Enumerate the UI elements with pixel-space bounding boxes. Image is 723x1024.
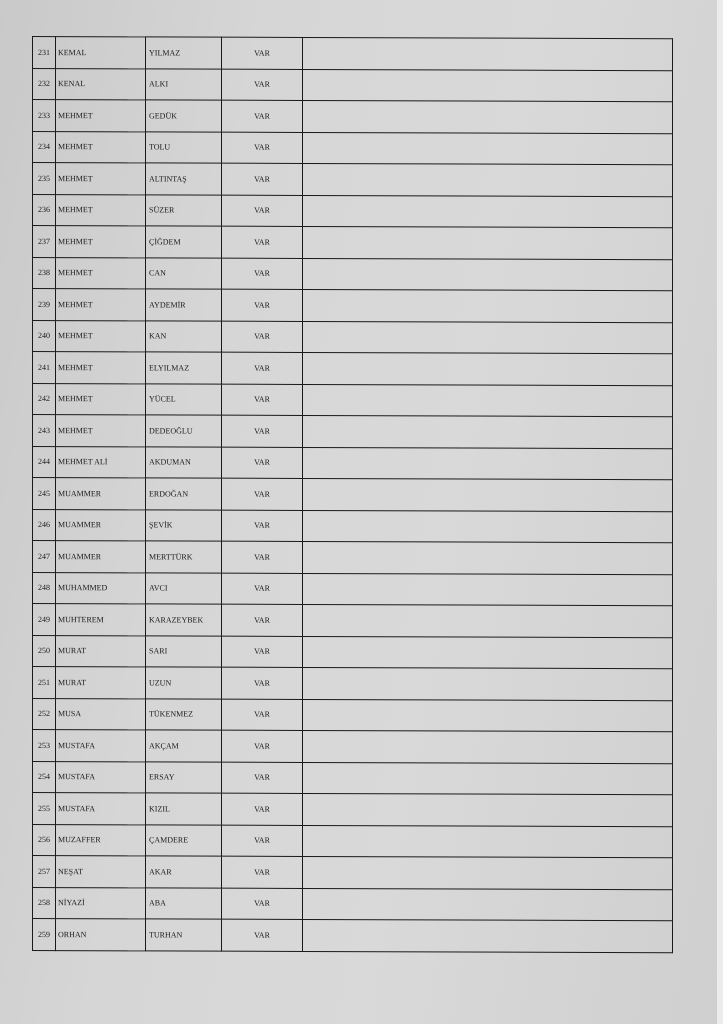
last-name-cell: AVCI: [146, 572, 222, 604]
status-cell: VAR: [222, 321, 303, 353]
notes-cell: [303, 856, 673, 889]
last-name-cell: DEDEOĞLU: [146, 415, 222, 447]
notes-cell: [303, 447, 673, 480]
row-number-cell: 240: [33, 320, 56, 352]
first-name-cell: MEHMET: [56, 100, 146, 132]
notes-cell: [303, 226, 673, 259]
table-row: [33, 761, 673, 795]
table-row: [33, 383, 673, 417]
row-number-cell: 237: [33, 226, 56, 258]
first-name-cell: MUSTAFA: [56, 761, 146, 793]
roster-table-body: [33, 37, 673, 953]
last-name-cell: KAN: [146, 320, 222, 352]
table-row: [33, 478, 673, 512]
table-row: [33, 730, 673, 764]
row-number-cell: 238: [33, 257, 56, 289]
first-name-cell: MUHAMMED: [56, 572, 146, 604]
notes-cell: [303, 69, 673, 102]
page-edge: [717, 0, 723, 1024]
last-name-cell: AKAR: [146, 856, 222, 888]
table-row: [33, 100, 673, 134]
last-name-cell: ERDOĞAN: [146, 478, 222, 510]
row-number-cell: 241: [33, 352, 56, 384]
row-number-cell: 235: [33, 163, 56, 195]
last-name-cell: MERTTÜRK: [146, 541, 222, 573]
row-number-cell: 248: [33, 572, 56, 604]
status-cell: VAR: [222, 856, 303, 888]
status-cell: VAR: [222, 793, 303, 825]
last-name-cell: AYDEMİR: [146, 289, 222, 321]
row-number-cell: 257: [33, 856, 56, 888]
status-cell: VAR: [222, 384, 303, 416]
last-name-cell: AKÇAM: [146, 730, 222, 762]
first-name-cell: MUAMMER: [56, 509, 146, 541]
first-name-cell: ORHAN: [56, 919, 146, 951]
notes-cell: [303, 510, 673, 543]
first-name-cell: MEHMET: [56, 194, 146, 226]
last-name-cell: KIZIL: [146, 793, 222, 825]
first-name-cell: MEHMET: [56, 257, 146, 289]
first-name-cell: MEHMET: [56, 289, 146, 321]
table-row: [33, 887, 673, 921]
notes-cell: [303, 415, 673, 448]
first-name-cell: NEŞAT: [56, 856, 146, 888]
first-name-cell: MUSTAFA: [56, 730, 146, 762]
last-name-cell: TÜKENMEZ: [146, 698, 222, 730]
table-row: [33, 131, 673, 165]
last-name-cell: ERSAY: [146, 761, 222, 793]
status-cell: VAR: [222, 447, 303, 479]
notes-cell: [303, 132, 673, 165]
row-number-cell: 231: [33, 37, 56, 69]
first-name-cell: MEHMET: [56, 383, 146, 415]
row-number-cell: 232: [33, 68, 56, 100]
status-cell: VAR: [222, 478, 303, 510]
status-cell: VAR: [222, 667, 303, 699]
status-cell: VAR: [222, 573, 303, 605]
row-number-cell: 259: [33, 919, 56, 951]
row-number-cell: 253: [33, 730, 56, 762]
notes-cell: [303, 919, 673, 952]
last-name-cell: ABA: [146, 887, 222, 919]
row-number-cell: 234: [33, 131, 56, 163]
table-row: [33, 604, 673, 638]
notes-cell: [303, 352, 673, 385]
first-name-cell: MUHTEREM: [56, 604, 146, 636]
last-name-cell: TURHAN: [146, 919, 222, 951]
first-name-cell: MEHMET: [56, 163, 146, 195]
table-row: [33, 793, 673, 827]
notes-cell: [303, 258, 673, 291]
notes-cell: [303, 825, 673, 858]
table-row: [33, 635, 673, 669]
first-name-cell: NİYAZİ: [56, 887, 146, 919]
status-cell: VAR: [222, 226, 303, 258]
last-name-cell: KARAZEYBEK: [146, 604, 222, 636]
table-row: [33, 824, 673, 858]
status-cell: VAR: [222, 510, 303, 542]
last-name-cell: ÇİĞDEM: [146, 226, 222, 258]
row-number-cell: 252: [33, 698, 56, 730]
first-name-cell: MUSTAFA: [56, 793, 146, 825]
first-name-cell: KEMAL: [56, 37, 146, 69]
row-number-cell: 233: [33, 100, 56, 132]
notes-cell: [303, 667, 673, 700]
table-row: [33, 194, 673, 228]
notes-cell: [303, 604, 673, 637]
first-name-cell: MEHMET: [56, 131, 146, 163]
notes-cell: [303, 888, 673, 921]
table-row: [33, 856, 673, 890]
row-number-cell: 254: [33, 761, 56, 793]
table-row: [33, 509, 673, 543]
notes-cell: [303, 321, 673, 354]
first-name-cell: MEHMET: [56, 415, 146, 447]
table-row: [33, 68, 673, 102]
status-cell: VAR: [222, 636, 303, 668]
notes-cell: [303, 793, 673, 826]
last-name-cell: CAN: [146, 257, 222, 289]
notes-cell: [303, 195, 673, 228]
first-name-cell: MEHMET: [56, 352, 146, 384]
row-number-cell: 244: [33, 446, 56, 478]
last-name-cell: UZUN: [146, 667, 222, 699]
notes-cell: [303, 699, 673, 732]
status-cell: VAR: [222, 825, 303, 857]
status-cell: VAR: [222, 730, 303, 762]
row-number-cell: 258: [33, 887, 56, 919]
first-name-cell: MEHMET: [56, 320, 146, 352]
first-name-cell: MURAT: [56, 635, 146, 667]
first-name-cell: MUAMMER: [56, 541, 146, 573]
notes-cell: [303, 730, 673, 763]
notes-cell: [303, 163, 673, 196]
row-number-cell: 242: [33, 383, 56, 415]
notes-cell: [303, 478, 673, 511]
status-cell: VAR: [222, 163, 303, 195]
row-number-cell: 239: [33, 289, 56, 321]
status-cell: VAR: [222, 195, 303, 227]
row-number-cell: 236: [33, 194, 56, 226]
last-name-cell: ÇAMDERE: [146, 824, 222, 856]
last-name-cell: YÜCEL: [146, 383, 222, 415]
notes-cell: [303, 541, 673, 574]
notes-cell: [303, 100, 673, 133]
table-row: [33, 37, 673, 71]
last-name-cell: YILMAZ: [146, 37, 222, 69]
last-name-cell: SARI: [146, 635, 222, 667]
table-row: [33, 226, 673, 260]
last-name-cell: ALKI: [146, 68, 222, 100]
notes-cell: [303, 37, 673, 70]
first-name-cell: MEHMET ALİ: [56, 446, 146, 478]
status-cell: VAR: [222, 258, 303, 290]
status-cell: VAR: [222, 699, 303, 731]
row-number-cell: 247: [33, 541, 56, 573]
table-row: [33, 320, 673, 354]
table-row: [33, 289, 673, 323]
table-row: [33, 667, 673, 701]
first-name-cell: MEHMET: [56, 226, 146, 258]
row-number-cell: 245: [33, 478, 56, 510]
status-cell: VAR: [222, 604, 303, 636]
row-number-cell: 243: [33, 415, 56, 447]
notes-cell: [303, 762, 673, 795]
notes-cell: [303, 289, 673, 322]
first-name-cell: MUSA: [56, 698, 146, 730]
status-cell: VAR: [222, 888, 303, 920]
roster-table: [32, 36, 673, 953]
last-name-cell: AKDUMAN: [146, 446, 222, 478]
table-row: [33, 698, 673, 732]
table-row: [33, 163, 673, 197]
status-cell: VAR: [222, 289, 303, 321]
table-row: [33, 415, 673, 449]
status-cell: VAR: [222, 762, 303, 794]
last-name-cell: ALTINTAŞ: [146, 163, 222, 195]
notes-cell: [303, 384, 673, 417]
status-cell: VAR: [222, 919, 303, 951]
first-name-cell: MUZAFFER: [56, 824, 146, 856]
row-number-cell: 249: [33, 604, 56, 636]
last-name-cell: TOLU: [146, 131, 222, 163]
table-row: [33, 352, 673, 386]
first-name-cell: KENAL: [56, 68, 146, 100]
table-row: [33, 446, 673, 480]
row-number-cell: 256: [33, 824, 56, 856]
table-row: [33, 541, 673, 575]
row-number-cell: 246: [33, 509, 56, 541]
row-number-cell: 251: [33, 667, 56, 699]
first-name-cell: MUAMMER: [56, 478, 146, 510]
status-cell: VAR: [222, 69, 303, 101]
status-cell: VAR: [222, 415, 303, 447]
notes-cell: [303, 636, 673, 669]
last-name-cell: GEDÜK: [146, 100, 222, 132]
status-cell: VAR: [222, 352, 303, 384]
table-row: [33, 572, 673, 606]
row-number-cell: 250: [33, 635, 56, 667]
last-name-cell: SÜZER: [146, 194, 222, 226]
row-number-cell: 255: [33, 793, 56, 825]
status-cell: VAR: [222, 100, 303, 132]
status-cell: VAR: [222, 37, 303, 69]
table-row: [33, 257, 673, 291]
notes-cell: [303, 573, 673, 606]
last-name-cell: ŞEVİK: [146, 509, 222, 541]
status-cell: VAR: [222, 541, 303, 573]
last-name-cell: ELYILMAZ: [146, 352, 222, 384]
first-name-cell: MURAT: [56, 667, 146, 699]
table-row: [33, 919, 673, 953]
status-cell: VAR: [222, 132, 303, 164]
